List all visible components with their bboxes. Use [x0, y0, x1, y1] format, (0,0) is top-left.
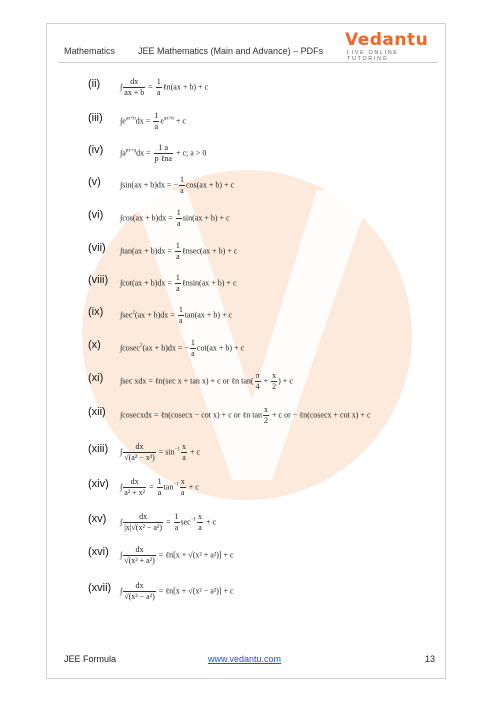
- formula-text: ∫cos(ax + b)dx =: [120, 212, 175, 222]
- formula-text: + c: [173, 115, 186, 125]
- formula-number: (ii): [88, 78, 101, 90]
- formula-text: ∫: [120, 549, 123, 559]
- fraction-numerator: 1: [154, 110, 159, 120]
- formula-fraction: [157, 477, 163, 498]
- fraction-denominator: a: [182, 452, 186, 462]
- fraction-numerator: x: [198, 511, 203, 521]
- formula-text: e: [160, 115, 164, 125]
- formula-text: ∫sec xdx = ℓn(sec x + tan x) + c or ℓn tan(: [120, 375, 254, 385]
- formula-row: [0, 400, 496, 430]
- header-divider: [58, 62, 438, 63]
- formula-text: ∫cosecxdx = ℓn(cosecx − cot x) + c or ℓn tan: [120, 409, 263, 419]
- formula-superscript: −1: [173, 482, 179, 488]
- formula-text: + c: [187, 446, 201, 456]
- formula-expression: [120, 477, 199, 498]
- formula-text: sec: [180, 516, 191, 526]
- formula-number: (v): [88, 176, 101, 188]
- formula-expression: [120, 143, 206, 164]
- formula-text: ∫sec: [120, 309, 133, 319]
- formula-text: dx =: [136, 147, 153, 157]
- formula-expression: [120, 241, 237, 262]
- fraction-denominator: a: [176, 251, 180, 261]
- formula-row: [0, 540, 496, 570]
- formula-row: [0, 333, 496, 363]
- formula-row: [0, 170, 496, 200]
- footer-website-link[interactable]: www.vedantu.com: [208, 654, 282, 664]
- formula-row: [0, 236, 496, 266]
- logo-tagline: LIVE ONLINE TUTORING: [347, 50, 399, 62]
- fraction-denominator: 2: [272, 381, 277, 391]
- formula-row: [0, 268, 496, 298]
- formula-fraction: [174, 512, 180, 533]
- formula-fraction: [123, 477, 146, 498]
- formula-expression: [120, 111, 186, 132]
- formula-row: [0, 472, 496, 502]
- fraction-numerator: π: [255, 370, 260, 380]
- logo-brand: Vedantu: [345, 30, 429, 50]
- fraction-denominator: a: [174, 522, 179, 532]
- formula-expression: [120, 273, 237, 294]
- fraction-denominator: 4: [255, 381, 260, 391]
- formula-number: (xv): [88, 513, 107, 525]
- formula-fraction: [190, 338, 196, 359]
- formula-fraction: [123, 512, 163, 533]
- formula-fraction: [123, 442, 156, 463]
- formula-fraction: [176, 208, 182, 229]
- formula-number: (vi): [88, 209, 104, 221]
- formula-text: ∫: [120, 446, 123, 456]
- fraction-denominator: √(x² + a²): [124, 555, 155, 565]
- formula-text: = sin: [156, 446, 175, 456]
- formula-text: ∫a: [120, 147, 126, 157]
- fraction-denominator: |x|√(x² − a²): [124, 522, 162, 532]
- formula-number: (xvi): [88, 546, 109, 558]
- fraction-denominator: a: [179, 315, 183, 325]
- formula-text: ℓn(ax + b) + c: [162, 81, 209, 91]
- formula-expression: [120, 371, 293, 392]
- fraction-numerator: x: [181, 441, 186, 451]
- fraction-denominator: a: [176, 283, 180, 293]
- formula-text: (ax + b)dx = −: [142, 342, 189, 352]
- formula-text: + c; a > 0: [173, 147, 207, 157]
- fraction-denominator: a: [180, 185, 184, 195]
- formula-text: ∫e: [120, 115, 126, 125]
- formula-text: ∫sin(ax + b)dx = −: [120, 179, 178, 189]
- formula-superscript: −1: [174, 447, 180, 453]
- formula-text: =: [147, 481, 156, 491]
- formula-expression: [120, 442, 200, 463]
- fraction-numerator: x: [180, 476, 185, 486]
- formula-fraction: [154, 143, 173, 164]
- fraction-numerator: 1: [178, 304, 183, 314]
- formula-fraction: [181, 442, 187, 463]
- formula-text: ∫: [120, 481, 123, 491]
- fraction-numerator: 1: [179, 174, 184, 184]
- fraction-numerator: dx: [123, 581, 156, 592]
- formula-text: cos(ax + b) + c: [185, 179, 235, 189]
- fraction-denominator: a: [191, 348, 195, 358]
- fraction-numerator: dx: [123, 477, 146, 488]
- fraction-numerator: 1: [174, 511, 179, 521]
- fraction-numerator: 1 a: [154, 143, 173, 154]
- fraction-numerator: 1: [175, 240, 180, 250]
- formula-text: + c: [204, 516, 217, 526]
- formula-expression: [120, 208, 230, 229]
- formula-row: [0, 106, 496, 136]
- formula-fraction: [175, 273, 181, 294]
- formula-fraction: [197, 512, 203, 533]
- fraction-numerator: x: [264, 404, 269, 414]
- fraction-numerator: dx: [123, 77, 145, 88]
- formula-fraction: [175, 241, 181, 262]
- formula-text: (ax + b)dx =: [134, 309, 177, 319]
- formula-fraction: [178, 305, 184, 326]
- formula-number: (xvii): [88, 582, 112, 594]
- formula-row: [0, 72, 496, 102]
- formula-row: [0, 138, 496, 168]
- formula-superscript: px+q: [125, 148, 137, 154]
- formula-expression: [120, 581, 234, 602]
- formula-text: ∫: [120, 585, 123, 595]
- formula-number: (iv): [88, 144, 104, 156]
- formula-expression: [120, 512, 216, 533]
- formula-text: dx =: [135, 115, 153, 125]
- fraction-denominator: a: [180, 487, 185, 497]
- page-number: 13: [425, 654, 436, 664]
- formula-text: tan(ax + b) + c: [184, 309, 233, 319]
- fraction-denominator: a: [198, 522, 202, 532]
- fraction-numerator: x: [272, 370, 277, 380]
- formula-row: [0, 576, 496, 606]
- formula-row: [0, 437, 496, 467]
- fraction-denominator: √(x² − a²): [124, 591, 155, 601]
- formula-expression: [120, 77, 208, 98]
- formula-text: sin(ax + b) + c: [182, 212, 230, 222]
- formula-superscript: 2: [132, 310, 135, 316]
- formula-number: (xi): [88, 372, 104, 384]
- fraction-numerator: 1: [156, 76, 161, 86]
- formula-expression: [120, 405, 371, 426]
- formula-fraction: [123, 77, 145, 98]
- formula-expression: [120, 175, 234, 196]
- header-subject: Mathematics: [64, 46, 116, 56]
- formula-row: [0, 300, 496, 330]
- formula-text: ∫tan(ax + b)dx =: [120, 245, 174, 255]
- formula-text: ) + c: [278, 375, 293, 385]
- fraction-numerator: 1: [157, 476, 162, 486]
- fraction-denominator: a: [157, 487, 162, 497]
- formula-text: =: [146, 81, 155, 91]
- formula-text: ∫: [120, 81, 123, 91]
- fraction-numerator: dx: [123, 545, 156, 556]
- formula-number: (xiii): [88, 443, 109, 455]
- formula-fraction: [255, 371, 261, 392]
- formula-fraction: [156, 77, 162, 98]
- vedantu-logo: [345, 30, 435, 60]
- formula-text: =: [163, 516, 173, 526]
- formula-superscript: ax+b: [125, 116, 136, 122]
- formula-text: +: [261, 375, 271, 385]
- fraction-denominator: a² + x²: [124, 487, 146, 497]
- fraction-numerator: dx: [123, 442, 156, 453]
- fraction-numerator: 1: [176, 207, 181, 217]
- formula-fraction: [263, 405, 269, 426]
- formula-number: (ix): [88, 306, 104, 318]
- formula-fraction: [153, 111, 159, 132]
- fraction-denominator: p ℓna: [154, 153, 172, 163]
- formula-text: ∫: [120, 516, 123, 526]
- formula-expression: [120, 305, 232, 326]
- formula-number: (vii): [88, 242, 106, 254]
- formula-text: + c: [186, 481, 199, 491]
- formula-text: ∫cosec: [120, 342, 140, 352]
- formula-text: cot(ax + b) + c: [196, 342, 245, 352]
- formula-row: [0, 203, 496, 233]
- fraction-denominator: a: [154, 121, 159, 131]
- formula-expression: [120, 545, 234, 566]
- formula-superscript: ax+b: [163, 116, 174, 122]
- formula-expression: [120, 338, 244, 359]
- formula-text: ℓnsin(ax + b) + c: [181, 277, 237, 287]
- formula-fraction: [180, 477, 186, 498]
- fraction-numerator: 1: [190, 337, 195, 347]
- formula-fraction: [179, 175, 185, 196]
- fraction-denominator: ax + b: [124, 87, 145, 97]
- header-title: JEE Mathematics (Main and Advance) – PDFs: [138, 46, 324, 56]
- fraction-numerator: dx: [123, 512, 163, 523]
- fraction-denominator: 2: [264, 415, 269, 425]
- formula-fraction: [123, 581, 156, 602]
- formula-text: = ℓn[x + √(x² − a²)] + c: [156, 585, 234, 595]
- formula-fraction: [271, 371, 277, 392]
- formula-text: ∫cot(ax + b)dx =: [120, 277, 174, 287]
- formula-text: = ℓn[x + √(x² + a²)] + c: [156, 549, 234, 559]
- formula-number: (xiv): [88, 478, 109, 490]
- formula-fraction: [123, 545, 156, 566]
- formula-superscript: −1: [190, 517, 197, 523]
- formula-superscript: 2: [139, 343, 143, 349]
- formula-number: (iii): [88, 112, 103, 124]
- formula-number: (x): [88, 339, 101, 351]
- formula-number: (viii): [88, 274, 109, 286]
- formula-text: + c or − ℓn(cosecx + cot x) + c: [270, 409, 371, 419]
- formula-row: [0, 366, 496, 396]
- formula-text: tan: [163, 481, 174, 491]
- fraction-numerator: 1: [175, 272, 180, 282]
- fraction-denominator: √(a² − x²): [124, 452, 155, 462]
- fraction-denominator: a: [157, 87, 161, 97]
- footer-label: JEE Formula: [64, 654, 117, 664]
- formula-row: [0, 507, 496, 537]
- formula-number: (xii): [88, 406, 106, 418]
- fraction-denominator: a: [176, 218, 181, 228]
- formula-text: ℓnsec(ax + b) + c: [181, 245, 238, 255]
